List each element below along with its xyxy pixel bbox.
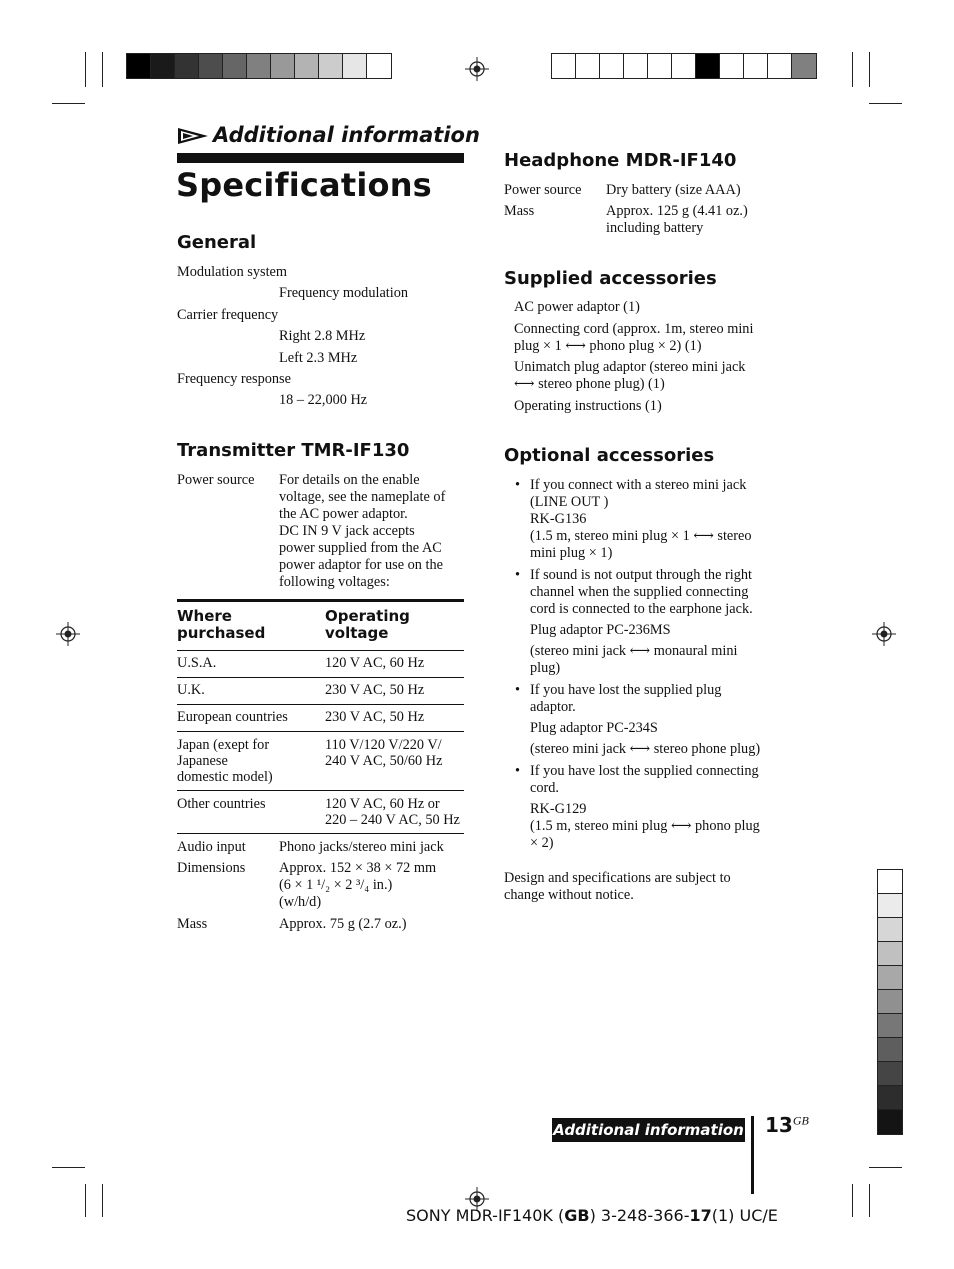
model-text: SONY MDR-IF140K ( <box>406 1206 565 1225</box>
bullet-icon: • <box>515 763 521 779</box>
spec-value <box>279 472 465 591</box>
text-line: Approx. 125 g (4.41 oz.) <box>606 203 748 219</box>
spec-value: 18 – 22,000 Hz <box>279 392 368 408</box>
header-line: Operating <box>325 607 410 625</box>
text-line: If sound is not output through the right <box>530 567 752 583</box>
general-heading: General <box>177 232 257 253</box>
model-name: Plug adaptor PC-234S <box>530 720 658 736</box>
bullet-icon: • <box>515 567 521 583</box>
spec-label: Power source <box>504 182 582 198</box>
footer-section-tab: Additional information <box>552 1118 745 1142</box>
crop-mark <box>852 1184 853 1217</box>
spec-value <box>606 203 748 237</box>
model-text: ) 3-248-366- <box>589 1206 690 1225</box>
text-line: channel when the supplied connecting <box>530 584 749 600</box>
color-bar-left <box>126 53 392 79</box>
crop-mark <box>852 52 853 87</box>
table-rule <box>177 677 464 678</box>
text-line: Unimatch plug adaptor (stereo mini jack <box>514 359 746 375</box>
notice-text <box>504 870 731 904</box>
text-line: (1.5 m, stereo mini plug ⟷ phono plug <box>530 818 760 834</box>
model-text: (1) UC/E <box>711 1206 778 1225</box>
spec-value <box>279 860 436 911</box>
table-cell <box>177 737 273 785</box>
registration-mark-icon <box>872 622 896 646</box>
spec-value: Dry battery (size AAA) <box>606 182 741 198</box>
table-rule <box>177 833 464 834</box>
spec-label: Frequency response <box>177 371 291 387</box>
registration-mark-icon <box>465 57 489 81</box>
spec-value: Left 2.3 MHz <box>279 350 358 366</box>
bullet-icon: • <box>515 477 521 493</box>
text-line: power supplied from the AC <box>279 540 442 556</box>
text-line: For details on the enable <box>279 472 420 488</box>
text-line: RK-G136 <box>530 511 587 527</box>
cell-line: Japan (exept for <box>177 737 270 753</box>
spec-label: Mass <box>504 203 535 219</box>
crop-mark <box>869 1184 870 1217</box>
table-rule <box>177 731 464 732</box>
table-header-voltage <box>325 608 410 642</box>
spec-label: Dimensions <box>177 860 246 876</box>
text-line: mini plug × 1) <box>530 545 613 561</box>
table-cell: U.S.A. <box>177 655 217 671</box>
section-tab-strip <box>877 869 903 1135</box>
text-line: (1.5 m, stereo mini plug × 1 ⟷ stereo <box>530 528 752 544</box>
supplied-heading: Supplied accessories <box>504 268 717 289</box>
spec-value: Phono jacks/stereo mini jack <box>279 839 444 855</box>
section-label: Additional information <box>213 123 480 147</box>
table-cell <box>325 796 460 828</box>
list-item <box>514 321 753 355</box>
table-cell <box>325 737 442 769</box>
cell-line: 110 V/120 V/220 V/ <box>325 737 442 753</box>
model-code-line <box>406 1206 778 1225</box>
spec-value: Right 2.8 MHz <box>279 328 366 344</box>
list-item <box>530 682 721 716</box>
spec-label: Power source <box>177 472 255 488</box>
spec-value: Frequency modulation <box>279 285 409 301</box>
table-cell: Other countries <box>177 796 266 812</box>
text-line: If you have lost the supplied connecting <box>530 763 759 779</box>
crop-mark <box>85 1184 86 1217</box>
model-desc <box>530 801 760 852</box>
spec-label: Audio input <box>177 839 246 855</box>
text-line: including battery <box>606 220 704 236</box>
crop-mark <box>102 1184 103 1217</box>
crop-mark <box>52 103 85 104</box>
text-line: voltage, see the nameplate of <box>279 489 446 505</box>
table-cell: European countries <box>177 709 288 725</box>
list-item <box>530 763 759 797</box>
crop-mark <box>869 103 902 104</box>
text-line: cord is connected to the earphone jack. <box>530 601 753 617</box>
bullet-icon: • <box>515 682 521 698</box>
list-item <box>530 567 753 618</box>
title-rule <box>177 153 464 163</box>
cell-line: Japanese <box>177 753 228 769</box>
page-title: Specifications <box>176 166 432 204</box>
crop-mark <box>52 1167 85 1168</box>
text-line: If you have lost the supplied plug <box>530 682 722 698</box>
model-text: 17 <box>689 1206 712 1225</box>
text-line: plug × 1 ⟷ phono plug × 2) (1) <box>514 338 702 354</box>
model-text: GB <box>564 1206 590 1225</box>
header-line: Where <box>177 607 232 625</box>
crop-mark <box>869 1167 902 1168</box>
section-arrow-icon <box>178 128 208 144</box>
crop-mark <box>85 52 86 87</box>
table-rule <box>177 790 464 791</box>
headphone-heading: Headphone MDR-IF140 <box>504 150 737 171</box>
list-item <box>514 359 745 393</box>
spec-label: Carrier frequency <box>177 307 279 323</box>
table-rule <box>177 704 464 705</box>
text-line: plug) <box>530 660 561 676</box>
cell-line: domestic model) <box>177 769 273 785</box>
text-line: change without notice. <box>504 887 634 903</box>
text-line: Connecting cord (approx. 1m, stereo mini <box>514 321 754 337</box>
header-line: purchased <box>177 624 266 642</box>
table-cell: 230 V AC, 50 Hz <box>325 682 425 698</box>
page-number <box>765 1113 809 1137</box>
model-name: Plug adaptor PC-236MS <box>530 622 671 638</box>
text-line: (stereo mini jack ⟷ monaural mini <box>530 643 738 659</box>
model-desc <box>530 643 738 677</box>
text-line: (w/h/d) <box>279 894 322 910</box>
crop-mark <box>102 52 103 87</box>
text-line: (6 × 1 ¹/₂ × 2 ³/₄ in.) <box>279 877 393 893</box>
header-line: voltage <box>325 624 389 642</box>
text-line: the AC power adaptor. <box>279 506 408 522</box>
table-rule <box>177 650 464 651</box>
footer-divider <box>751 1116 754 1194</box>
text-line: Approx. 152 × 38 × 72 mm <box>279 860 437 876</box>
crop-mark <box>869 52 870 87</box>
text-line: adaptor. <box>530 699 576 715</box>
spec-label: Mass <box>177 916 208 932</box>
table-header-where <box>177 608 265 642</box>
text-line: × 2) <box>530 835 554 851</box>
cell-line: 220 – 240 V AC, 50 Hz <box>325 812 460 828</box>
optional-heading: Optional accessories <box>504 445 715 466</box>
text-line: RK-G129 <box>530 801 587 817</box>
list-item: Operating instructions (1) <box>514 398 662 414</box>
text-line: If you connect with a stereo mini jack <box>530 477 747 493</box>
text-line: Design and specifications are subject to <box>504 870 731 886</box>
spec-label: Modulation system <box>177 264 288 280</box>
registration-mark-icon <box>56 622 80 646</box>
cell-line: 120 V AC, 60 Hz or <box>325 796 440 812</box>
table-cell: U.K. <box>177 682 205 698</box>
text-line: cord. <box>530 780 559 796</box>
cell-line: 240 V AC, 50/60 Hz <box>325 753 443 769</box>
text-line: DC IN 9 V jack accepts <box>279 523 415 539</box>
model-desc: (stereo mini jack ⟷ stereo phone plug) <box>530 741 761 757</box>
spec-value: Approx. 75 g (2.7 oz.) <box>279 916 407 932</box>
color-bar-right <box>551 53 817 79</box>
table-cell: 120 V AC, 60 Hz <box>325 655 425 671</box>
text-line: power adaptor for use on the <box>279 557 443 573</box>
list-item: AC power adaptor (1) <box>514 299 640 315</box>
table-cell: 230 V AC, 50 Hz <box>325 709 425 725</box>
page-language-code: GB <box>792 1113 809 1128</box>
transmitter-heading: Transmitter TMR-IF130 <box>177 440 410 461</box>
page-number-value: 13 <box>765 1113 793 1137</box>
text-line: ⟷ stereo phone plug) (1) <box>514 376 665 392</box>
table-top-rule <box>177 599 464 602</box>
text-line: (LINE OUT ) <box>530 494 609 510</box>
text-line: following voltages: <box>279 574 390 590</box>
list-item <box>530 477 752 562</box>
